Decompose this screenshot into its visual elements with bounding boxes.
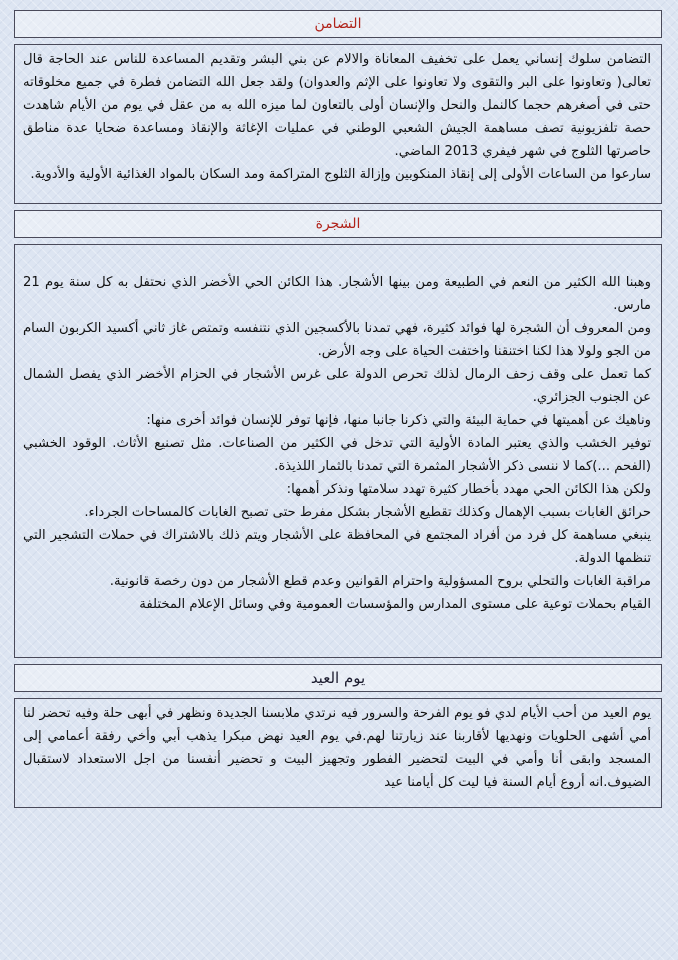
paragraph: وهبنا الله الكثير من النعم في الطبيعة ومن بينها الأشجار. هذا الكائن الحي الأخضر الذي نحتفل به كل سنة يوم 21 مارس. [23,275,651,313]
paragraph: التضامن سلوك إنساني يعمل على تخفيف المعاناة والالام عن بني البشر وتقديم المساعدة للناس عند الحاجة قال تعالى( وتعاونوا على البر والتقوى ولا تعاونوا على الإثم والعدوان) ولقد جعل الله التضامن فطرة في جميع مخلوقاته حتى في أصغرهم حجما كالنمل والنحل والإنسان أولى بالتعاون لما ميزه الله به من عقل في يوم من الأيام شاهدت حصة تلفزيونية تصف مساهمة الجيش الشعبي الوطني في عمليات الإغاثة والإنقاذ ومساعدة ضحايا عدة مناطق حاصرتها الثلوج في شهر فيفري 2013 الماضي. [23,52,651,159]
section-body-solidarity [14,44,662,204]
paragraph: كما تعمل على وقف زحف الرمال لذلك تحرص الدولة على غرس الأشجار في الحزام الأخضر الذي يفصل الشمال عن الجنوب الجزائري. [23,367,651,405]
section-title-eid: يوم العيد [14,664,662,692]
section-title-tree: الشجرة [14,210,662,238]
section-body-eid [14,698,662,808]
paragraph: ولكن هذا الكائن الحي مهدد بأخطار كثيرة تهدد سلامتها ونذكر أهمها: [286,482,651,497]
document-page [14,10,662,950]
paragraph: توفير الخشب والذي يعتبر المادة الأولية التي تدخل في الكثير من الصناعات. مثل تصنيع الأثاث. الوقود الخشبي (الفحم ...)كما لا ننسى ذكر الأشجار المثمرة التي تمدنا بالثمار اللذيذة. [23,436,651,474]
paragraph: وناهيك عن أهميتها في حماية البيئة والتي ذكرنا جانبا منها، فإنها توفر للإنسان فوائد أخرى منها: [146,413,651,428]
paragraph: حرائق الغابات بسبب الإهمال وكذلك تقطيع الأشجار بشكل مفرط حتى تصبح الغابات كالمساحات الجرداء. [84,505,651,520]
paragraph: القيام بحملات توعية على مستوى المدارس والمؤسسات العمومية وفي وسائل الإعلام المختلفة [139,597,651,612]
paragraph: ينبغي مساهمة كل فرد من أفراد المجتمع في المحافظة على الأشجار ويتم ذلك بالاشتراك في حملات التشجير التي تنظمها الدولة. [23,528,651,566]
paragraph: مراقبة الغابات والتحلي بروح المسؤولية واحترام القوانين وعدم قطع الأشجار من دون رخصة قانونية. [109,574,651,589]
paragraph: سارعوا من الساعات الأولى إلى إنقاذ المنكوبين وإزالة الثلوج المتراكمة ومد السكان بالمواد الغذائية الأولية والأدوية. [30,167,651,182]
paragraph: يوم العيد من أحب الأيام لدي فو يوم الفرحة والسرور فيه نرتدي ملابسنا الجديدة ونظهر في أبهى حلة وفيه تحضر لنا أمي أشهى الحلويات ونهديها لأقاربنا عند زيارتنا لهم.في يوم العيد نهض مبكرا يذهب أبي وأخي رفقة أعمامي إلى المسجد وابقى أنا وأمي في البيت لتحضير الفطور وتجهيز البيت و تحضير أنفسنا من اجل الاستعداد لاستقبال الضيوف.انه أروع أيام السنة فيا ليت كل أيامنا عيد [23,706,651,790]
section-title-solidarity: التضامن [14,10,662,38]
paragraph: ومن المعروف أن الشجرة لها فوائد كثيرة، فهي تمدنا بالأكسجين الذي نتنفسه وتمتص غاز ثاني أكسيد الكربون السام من الجو ولولا هذا لكنا اختنقنا واختفت الحياة على وجه الأرض. [23,321,651,359]
section-body-tree [14,244,662,658]
